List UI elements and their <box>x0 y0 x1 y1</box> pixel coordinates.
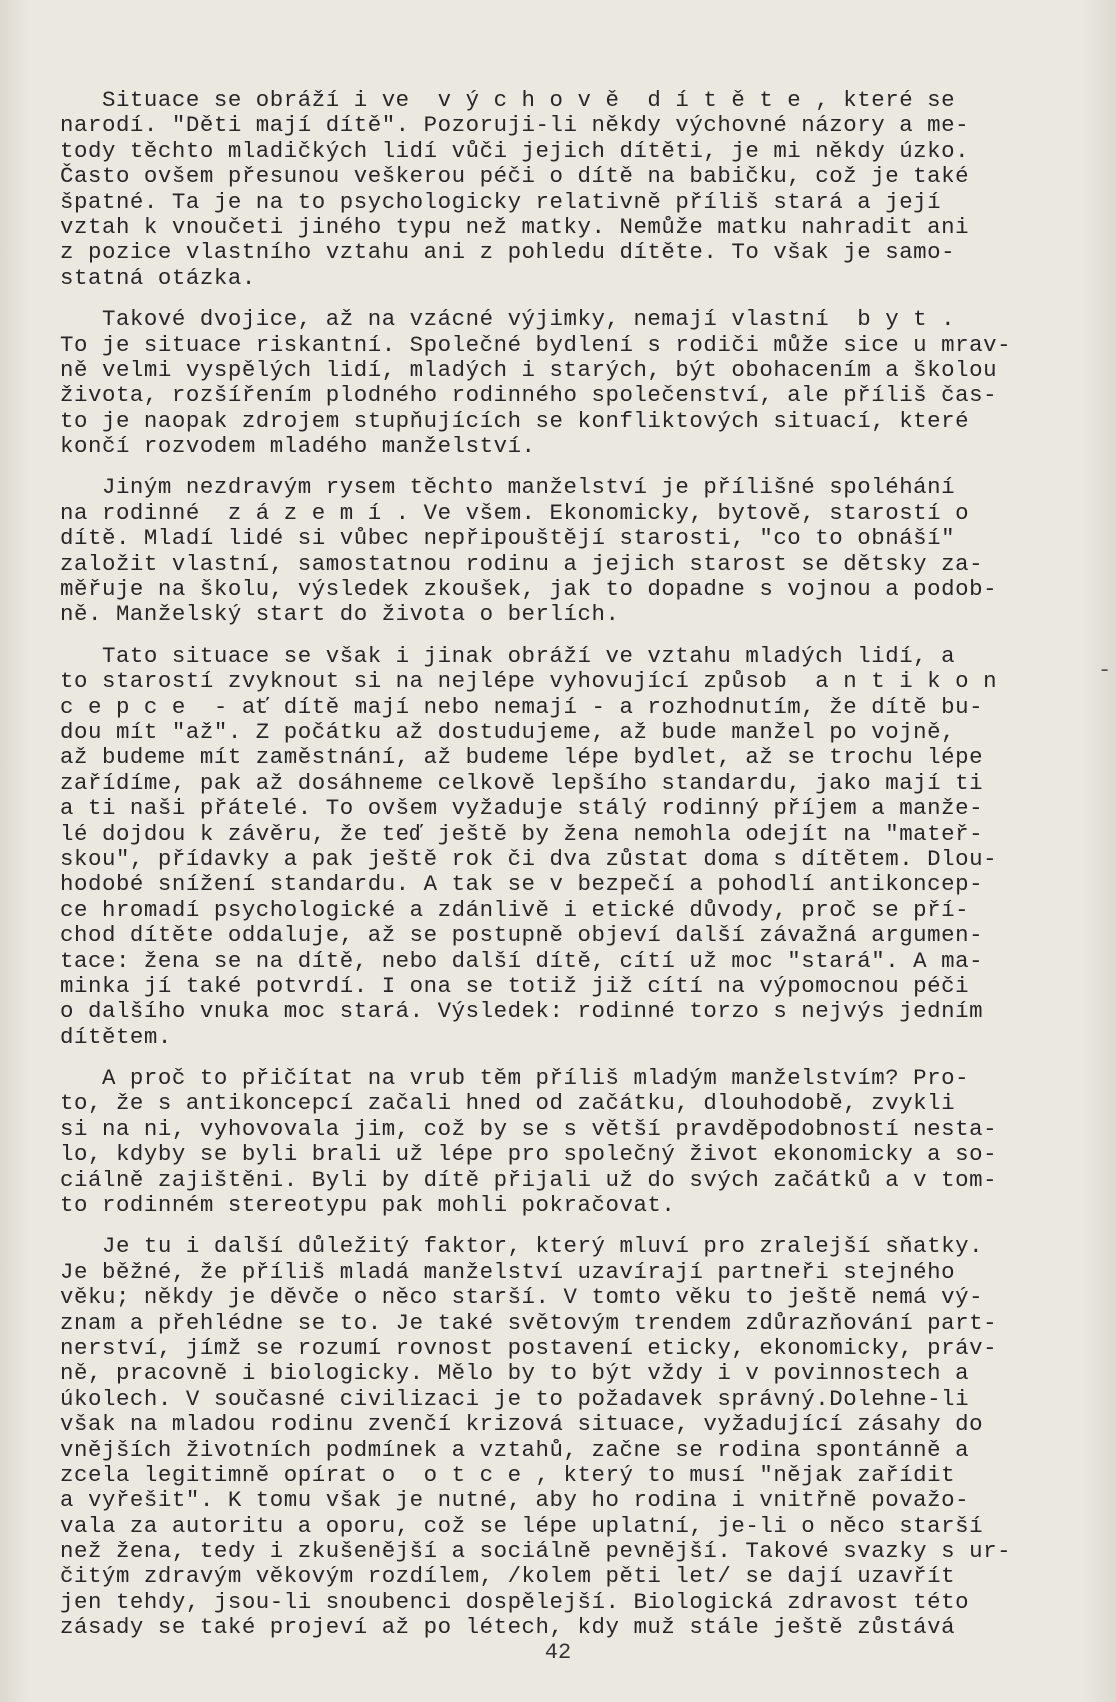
text-line: A proč to přičítat na vrub těm příliš mladým manželstvím? Pro- <box>60 1065 970 1092</box>
text-line: z pozice vlastního vztahu ani z pohledu dítěte. To však je samo- <box>60 239 956 266</box>
text-line: tody těchto mladičkých lidí vůči jejich dítěti, je mi někdy úzko. <box>60 137 970 164</box>
text-line: vztah k vnoučeti jiného typu než matky. Nemůže matku nahradit ani <box>60 213 970 240</box>
text-line: dou mít "až". Z počátku až dostudujeme, až bude manžel po vojně, <box>60 718 956 745</box>
paragraph-5 <box>60 1066 1050 1218</box>
paragraph-1 <box>60 88 1050 291</box>
text-line: úkolech. V současné civilizaci je to požadavek správný.Dolehne-li <box>60 1385 970 1412</box>
text-line: to, že s antikoncepcí začali hned od začátku, dlouhodobě, zvykli <box>60 1090 956 1117</box>
text-line: čitým zdravým věkovým rozdílem, /kolem pěti let/ se dají uzavřít <box>60 1563 956 1590</box>
paragraph-6 <box>60 1234 1050 1640</box>
text-line: dítětem. <box>60 1023 172 1050</box>
text-line: Situace se obráží i ve v ý c h o v ě d í t ě t e , které se <box>60 87 956 113</box>
text-line: jen tehdy, jsou-li snoubenci dospělejší. Biologická zdravost této <box>60 1588 970 1615</box>
text-line: zásady se také projeví až po létech, kdy muž stále ještě zůstává <box>60 1614 956 1641</box>
text-line: narodí. "Děti mají dítě". Pozoruji-li někdy výchovné názory a me- <box>60 112 970 139</box>
text-line: to starostí zvyknout si na nejlépe vyhovující způsob a n t i k o n <box>60 668 998 695</box>
text-line: si na ni, vyhovovala jim, což by se s větší pravděpodobností nesta- <box>60 1115 998 1142</box>
text-line: než žena, tedy i zkušenější a sociálně pevnější. Takové svazky s ur- <box>60 1538 1012 1565</box>
text-line: Je běžné, že příliš mladá manželství uzavírají partneři stejného <box>60 1258 956 1285</box>
text-line: c e p c e - ať dítě mají nebo nemají - a rozhodnutím, že dítě bu- <box>60 693 984 720</box>
paragraph-4 <box>60 644 1050 1050</box>
paragraph-3 <box>60 475 1050 627</box>
text-line: ciálně zajištěni. Byli by dítě přijali už do svých začátků a v tom- <box>60 1166 998 1193</box>
text-line: vala za autoritu a oporu, což se lépe uplatní, je-li o něco starší <box>60 1512 984 1539</box>
text-line: minka jí také potvrdí. I ona se totiž již cítí na výpomocnou péči <box>60 972 970 999</box>
text-line: končí rozvodem mladého manželství. <box>60 433 536 460</box>
text-line: ně. Manželský start do života o berlích. <box>60 601 620 628</box>
text-line: Jiným nezdravým rysem těchto manželství je přílišné spoléhání <box>60 474 956 501</box>
text-line: lé dojdou k závěru, že teď ještě by žena nemohla odejít na "mateř- <box>60 820 984 847</box>
text-line: znam a přehlédne se to. Je také světovým trendem zdůrazňování part- <box>60 1309 998 1336</box>
text-line: a ti naši přátelé. To ovšem vyžaduje stálý rodinný příjem a manže- <box>60 795 984 822</box>
text-line: života, rozšířením plodného rodinného společenství, ale příliš čas- <box>60 382 998 409</box>
text-line: chod dítěte oddaluje, až se postupně objeví další závažná argumen- <box>60 922 984 949</box>
body-text <box>60 88 1050 1657</box>
text-line: Je tu i další důležitý faktor, který mluví pro zralejší sňatky. <box>60 1233 984 1260</box>
text-line: o dalšího vnuka moc stará. Výsledek: rodinné torzo s nejvýs jedním <box>60 998 984 1025</box>
text-line: Často ovšem přesunou veškerou péči o dítě na babičku, což je také <box>60 163 970 190</box>
page-number: 42 <box>544 1640 572 1665</box>
text-line: špatné. Ta je na to psychologicky relativně příliš stará a její <box>60 188 942 215</box>
text-line: až budeme mít zaměstnání, až budeme lépe bydlet, až se trochu lépe <box>60 744 984 771</box>
hyphen-margin-mark: - <box>1098 658 1112 683</box>
text-line: skou", přídavky a pak ještě rok či dva zůstat doma s dítětem. Dlou- <box>60 845 998 872</box>
text-line: a vyřešit". K tomu však je nutné, aby ho rodina i vnitřně považo- <box>60 1487 970 1514</box>
text-line: věku; někdy je děvče o něco starší. V tomto věku to ještě nemá vý- <box>60 1284 984 1311</box>
text-line: ně, pracovně i biologicky. Mělo by to být vždy i v povinnostech a <box>60 1360 970 1387</box>
text-line: nerství, jímž se rozumí rovnost postavení eticky, ekonomicky, práv- <box>60 1334 998 1361</box>
text-line: lo, kdyby se byli brali už lépe pro společný život ekonomicky a so- <box>60 1141 998 1168</box>
text-line: Tato situace se však i jinak obráží ve vztahu mladých lidí, a <box>60 642 956 669</box>
text-line: To je situace riskantní. Společné bydlení s rodiči může sice u mrav- <box>60 331 1012 358</box>
text-line: to rodinném stereotypu pak mohli pokračovat. <box>60 1192 676 1219</box>
text-line: tace: žena se na dítě, nebo další dítě, cítí už moc "stará". A ma- <box>60 947 984 974</box>
text-line: zařídíme, pak až dosáhneme celkově lepšího standardu, jako mají ti <box>60 769 984 796</box>
text-line: Takové dvojice, až na vzácné výjimky, nemají vlastní b y t . <box>60 306 956 333</box>
text-line: statná otázka. <box>60 264 256 291</box>
text-line: dítě. Mladí lidé si vůbec nepřipouštějí starosti, "co to obnáší" <box>60 525 956 552</box>
paragraph-2 <box>60 307 1050 459</box>
text-line: ce hromadí psychologické a zdánlivě i etické důvody, proč se pří- <box>60 896 970 923</box>
text-line: vnějších životních podmínek a vztahů, začne se rodina spontánně a <box>60 1436 970 1463</box>
text-line: založit vlastní, samostatnou rodinu a jejich starost se dětsky za- <box>60 550 984 577</box>
text-line: však na mladou rodinu zvenčí krizová situace, vyžadující zásahy do <box>60 1411 984 1438</box>
text-line: to je naopak zdrojem stupňujících se konfliktových situací, které <box>60 407 970 434</box>
text-line: ně velmi vyspělých lidí, mladých i starých, být obohacením a školou <box>60 356 998 383</box>
text-line: hodobé snížení standardu. A tak se v bezpečí a pohodlí antikoncep- <box>60 871 984 898</box>
text-line: na rodinné z á z e m í . Ve všem. Ekonomicky, bytově, starostí o <box>60 499 970 526</box>
text-line: zcela legitimně opírat o o t c e , který to musí "nějak zařídit <box>60 1461 956 1488</box>
text-line: měřuje na školu, výsledek zkoušek, jak to dopadne s vojnou a podob- <box>60 576 998 603</box>
